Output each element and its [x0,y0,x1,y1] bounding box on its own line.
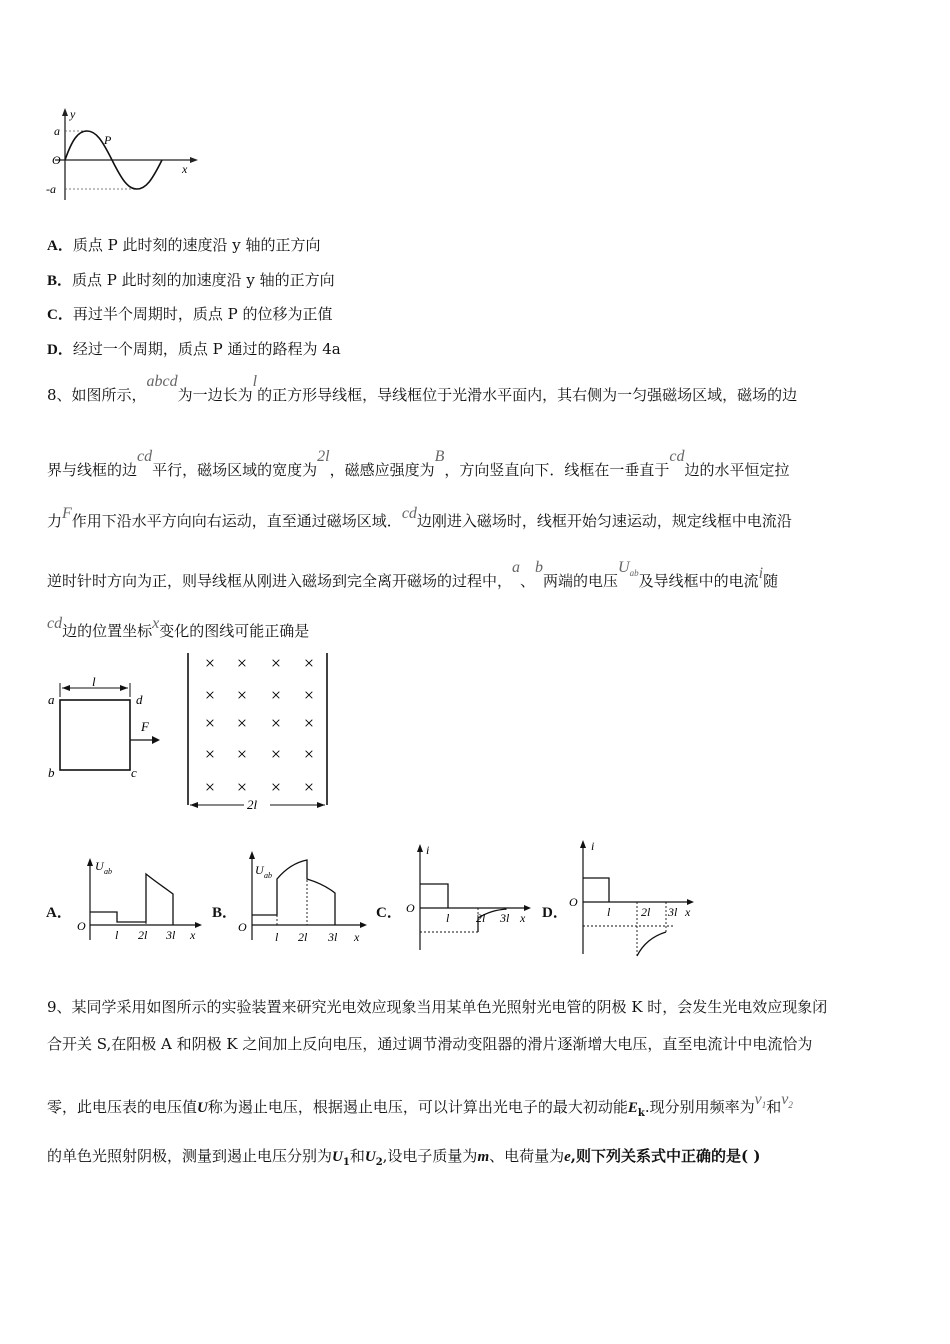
frame-corner-b: b [48,765,55,780]
graph-c-tick-3l: 3l [500,911,510,925]
graph-a [70,850,205,950]
frame-corner-a: a [48,692,55,707]
field-cross-4-3: × [303,777,315,797]
graph-d-tick-l: l [607,905,611,919]
graph-c-tick-2l: 2l [476,911,486,925]
graph-c-label: C． [376,905,402,921]
graph-d-tick-3l: 3l [668,905,678,919]
graph-b-tick-l: l [275,930,279,944]
field-cross-1-3: × [303,685,315,705]
graph-b-ylabel: U [255,863,264,877]
graph-d-label: D． [542,905,568,921]
q8-line-2: 界与线框的边cd平行，磁场区域的宽度为2l，磁感应强度为B，方向竖直向下．线框在一垂直于cd边的水平恒定拉 [47,448,790,479]
graph-b-ysub: ab [264,871,272,880]
graph-d-tick-2l: 2l [641,905,651,919]
wave-amp-neg: -a [46,182,56,196]
q8-line-4: 逆时针时方向为正，则导线框从刚进入磁场到完全离开磁场的过程中，a、b两端的电压$U_{ab}$及导线框中的电流i随 [47,559,779,590]
field-cross-3-3: × [303,744,315,764]
q7-option-d: D．经过一个周期，质点 P 通过的路程为 4a [47,340,341,358]
field-cross-0-0: × [204,653,216,673]
wave-figure [40,100,210,210]
field-cross-0-1: × [236,653,248,673]
field-width-label: 2l [247,797,258,812]
q9-line-2: 合开关 S,在阳极 A 和阴极 K 之间加上反向电压，通过调节滑动变阻器的滑片逐渐增大电压，直至电流计中电流恰为 [47,1035,813,1053]
graph-c [396,838,536,958]
field-cross-1-1: × [236,685,248,705]
frame-l-label: l [92,674,96,689]
frame-corner-c: c [131,765,137,780]
field-cross-1-0: × [204,685,216,705]
graph-d-xlabel: x [685,905,691,919]
graph-d [565,836,705,961]
graph-d-origin: O [569,895,578,909]
wave-origin: O [52,153,61,167]
q8-line-5: cd边的位置坐标x变化的图线可能正确是 [47,615,310,640]
q7-option-a: A．质点 P 此时刻的速度沿 y 轴的正方向 [47,236,321,254]
field-cross-4-0: × [204,777,216,797]
graph-b-xlabel: x [354,930,360,944]
graph-b [232,845,372,950]
graph-a-xlabel: x [190,928,196,942]
wave-amp-pos: a [54,124,60,138]
square-frame [60,700,130,770]
field-cross-2-2: × [270,713,282,733]
wave-x-label: x [182,162,188,176]
q9-line-3: 零，此电压表的电压值U称为遏止电压，根据遏止电压，可以计算出光电子的最大初动能$E_k$.现分别用频率为$\nu_1$和$\nu_2$ [47,1091,793,1119]
graph-d-ylabel: i [591,839,595,853]
graph-a-tick-2l: 2l [138,928,148,942]
graph-b-origin: O [238,920,247,934]
field-cross-1-2: × [270,685,282,705]
q8-line-3: 力F作用下沿水平方向向右运动，直至通过磁场区域．cd边刚进入磁场时，线框开始匀速运动，规定线框中电流沿 [47,505,792,530]
graph-a-tick-l: l [115,928,119,942]
q7-option-c: C．再过半个周期时，质点 P 的位移为正值 [47,305,333,323]
field-cross-3-0: × [204,744,216,764]
graph-c-tick-l: l [446,911,450,925]
field-crosses [205,653,314,797]
graph-b-label: B． [212,905,238,921]
field-cross-3-1: × [236,744,248,764]
graph-a-label: A． [46,905,72,921]
graph-c-origin: O [406,901,415,915]
graph-a-tick-3l: 3l [166,928,176,942]
graph-c-xlabel: x [520,911,526,925]
wave-point-p: P [104,133,112,147]
graph-c-ylabel: i [426,843,430,857]
graph-b-tick-2l: 2l [298,930,308,944]
q8-line-1: 8、如图所示，abcd为一边长为l的正方形导线框，导线框位于光滑水平面内，其右侧为一匀强磁场区域，磁场的边 [47,373,798,404]
frame-corner-d: d [136,692,143,707]
field-cross-4-2: × [270,777,282,797]
wave-y-label: y [70,107,76,121]
field-cross-4-1: × [236,777,248,797]
force-label: F [141,719,149,734]
q7-option-b: B．质点 P 此时刻的加速度沿 y 轴的正方向 [47,271,335,289]
q9-line-4: 的单色光照射阴极，测量到遏止电压分别为$U_1$和$U_2$,设电子质量为m、电荷量为e,则下列关系式中正确的是( ) [47,1147,761,1168]
graph-a-origin: O [77,919,86,933]
frame-field-figure [40,645,350,820]
field-cross-0-2: × [270,653,282,673]
graph-a-ylabel: U [95,859,104,873]
q9-line-1: 9、某同学采用如图所示的实验装置来研究光电效应现象当用某单色光照射光电管的阴极 K 时，会发生光电效应现象闭 [47,998,828,1016]
graph-b-tick-3l: 3l [328,930,338,944]
field-cross-2-3: × [303,713,315,733]
field-cross-2-0: × [204,713,216,733]
field-cross-0-3: × [303,653,315,673]
field-cross-3-2: × [270,744,282,764]
field-cross-2-1: × [236,713,248,733]
graph-a-ysub: ab [104,867,112,876]
